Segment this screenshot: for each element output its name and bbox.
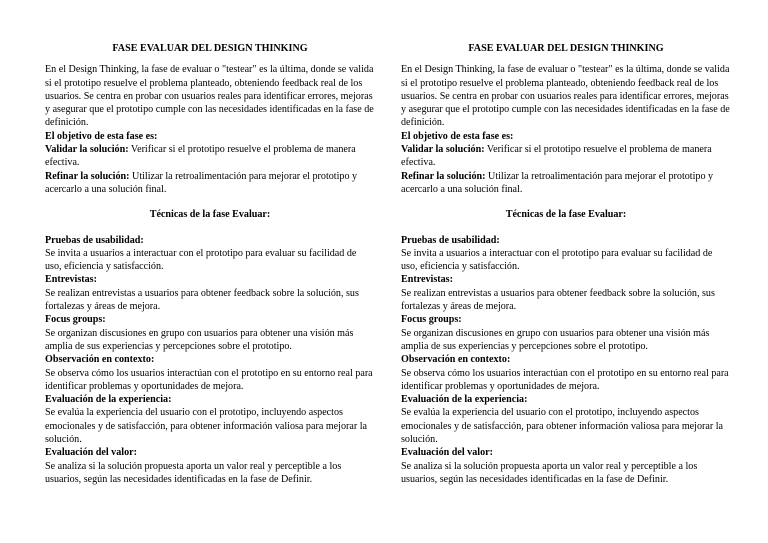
- objective-item-text: Verificar si el prototipo resuelve el problema de manera efectiva.: [401, 144, 712, 169]
- technique-title: Evaluación del valor:: [401, 447, 493, 459]
- document-title: FASE EVALUAR DEL DESIGN THINKING: [112, 43, 308, 54]
- objective-item-lead: Refinar la solución:: [401, 170, 486, 182]
- objective-heading: El objetivo de esta fase es:: [401, 130, 514, 142]
- technique-title: Entrevistas:: [401, 274, 453, 286]
- technique-description: Se analiza si la solución propuesta aporta un valor real y perceptible a los usuarios, según las necesidades identificadas en la fase de Definir.: [45, 460, 342, 485]
- technique-description: Se invita a usuarios a interactuar con el prototipo para evaluar su facilidad de uso, eficiencia y satisfacción.: [401, 247, 713, 273]
- technique-title: Entrevistas:: [45, 274, 97, 286]
- technique-description: Se observa cómo los usuarios interactúan con el prototipo en su entorno real para identificar problemas y oportunidades de mejora.: [401, 367, 729, 392]
- technique-title: Pruebas de usabilidad:: [45, 234, 144, 246]
- objective-item-lead: Refinar la solución:: [45, 170, 130, 182]
- intro-paragraph: En el Design Thinking, la fase de evaluar o "testear" es la última, donde se valida si el prototipo resuelve el problema planteado, obteniendo feedback real de los usuarios. Se centra en probar con usuarios reales para identificar errores, mejoras y asegurar que el prototipo cumple con las necesidades identificadas en la fase de definición.: [401, 64, 730, 129]
- objective-item: [401, 170, 731, 197]
- technique-description: Se organizan discusiones en grupo con usuarios para obtener una visión más amplia de sus experiencias y percepciones sobre el prototipo.: [45, 327, 354, 352]
- techniques-list: [401, 234, 731, 487]
- document-column-right: [401, 42, 731, 486]
- objective-item-text: Verificar si el prototipo resuelve el problema de manera efectiva.: [45, 144, 356, 169]
- document-column-left: [45, 42, 375, 486]
- technique-description: Se evalúa la experiencia del usuario con el prototipo, incluyendo aspectos emocionales y de satisfacción, para obtener información valiosa para mejorar la solución.: [45, 407, 368, 446]
- techniques-heading: Técnicas de la fase Evaluar:: [149, 209, 271, 221]
- techniques-heading: Técnicas de la fase Evaluar:: [505, 209, 627, 221]
- technique-title: Evaluación del valor:: [45, 447, 137, 459]
- technique-title: Focus groups:: [401, 314, 462, 326]
- objective-item-lead: Validar la solución:: [45, 144, 129, 156]
- technique-title: Observación en contexto:: [401, 354, 511, 366]
- objective-item: [45, 170, 375, 197]
- technique-description: Se invita a usuarios a interactuar con el prototipo para evaluar su facilidad de uso, eficiencia y satisfacción.: [45, 247, 357, 273]
- technique-title: Pruebas de usabilidad:: [401, 234, 500, 246]
- technique-title: Evaluación de la experiencia:: [401, 394, 528, 406]
- technique-description: Se observa cómo los usuarios interactúan con el prototipo en su entorno real para identificar problemas y oportunidades de mejora.: [45, 367, 373, 392]
- intro-paragraph: En el Design Thinking, la fase de evaluar o "testear" es la última, donde se valida si el prototipo resuelve el problema planteado, obteniendo feedback real de los usuarios. Se centra en probar con usuarios reales para identificar errores, mejoras y asegurar que el prototipo cumple con las necesidades identificadas en la fase de definición.: [45, 64, 374, 129]
- technique-title: Observación en contexto:: [45, 354, 155, 366]
- objective-item-text: Utilizar la retroalimentación para mejorar el prototipo y acercarlo a una solución final.: [401, 170, 714, 195]
- objective-item: [401, 143, 731, 170]
- objective-item: [45, 143, 375, 170]
- technique-description: Se organizan discusiones en grupo con usuarios para obtener una visión más amplia de sus experiencias y percepciones sobre el prototipo.: [401, 327, 710, 352]
- techniques-list: [45, 234, 375, 487]
- objective-heading: El objetivo de esta fase es:: [45, 130, 158, 142]
- objective-item-text: Utilizar la retroalimentación para mejorar el prototipo y acercarlo a una solución final.: [45, 170, 358, 195]
- technique-description: Se realizan entrevistas a usuarios para obtener feedback sobre la solución, sus fortalezas y áreas de mejora.: [45, 287, 359, 313]
- document-title: FASE EVALUAR DEL DESIGN THINKING: [468, 43, 664, 54]
- objective-item-lead: Validar la solución:: [401, 144, 485, 156]
- technique-title: Evaluación de la experiencia:: [45, 394, 172, 406]
- technique-description: Se analiza si la solución propuesta aporta un valor real y perceptible a los usuarios, según las necesidades identificadas en la fase de Definir.: [401, 460, 698, 485]
- technique-description: Se evalúa la experiencia del usuario con el prototipo, incluyendo aspectos emocionales y de satisfacción, para obtener información valiosa para mejorar la solución.: [401, 407, 724, 446]
- technique-description: Se realizan entrevistas a usuarios para obtener feedback sobre la solución, sus fortalezas y áreas de mejora.: [401, 287, 715, 313]
- technique-title: Focus groups:: [45, 314, 106, 326]
